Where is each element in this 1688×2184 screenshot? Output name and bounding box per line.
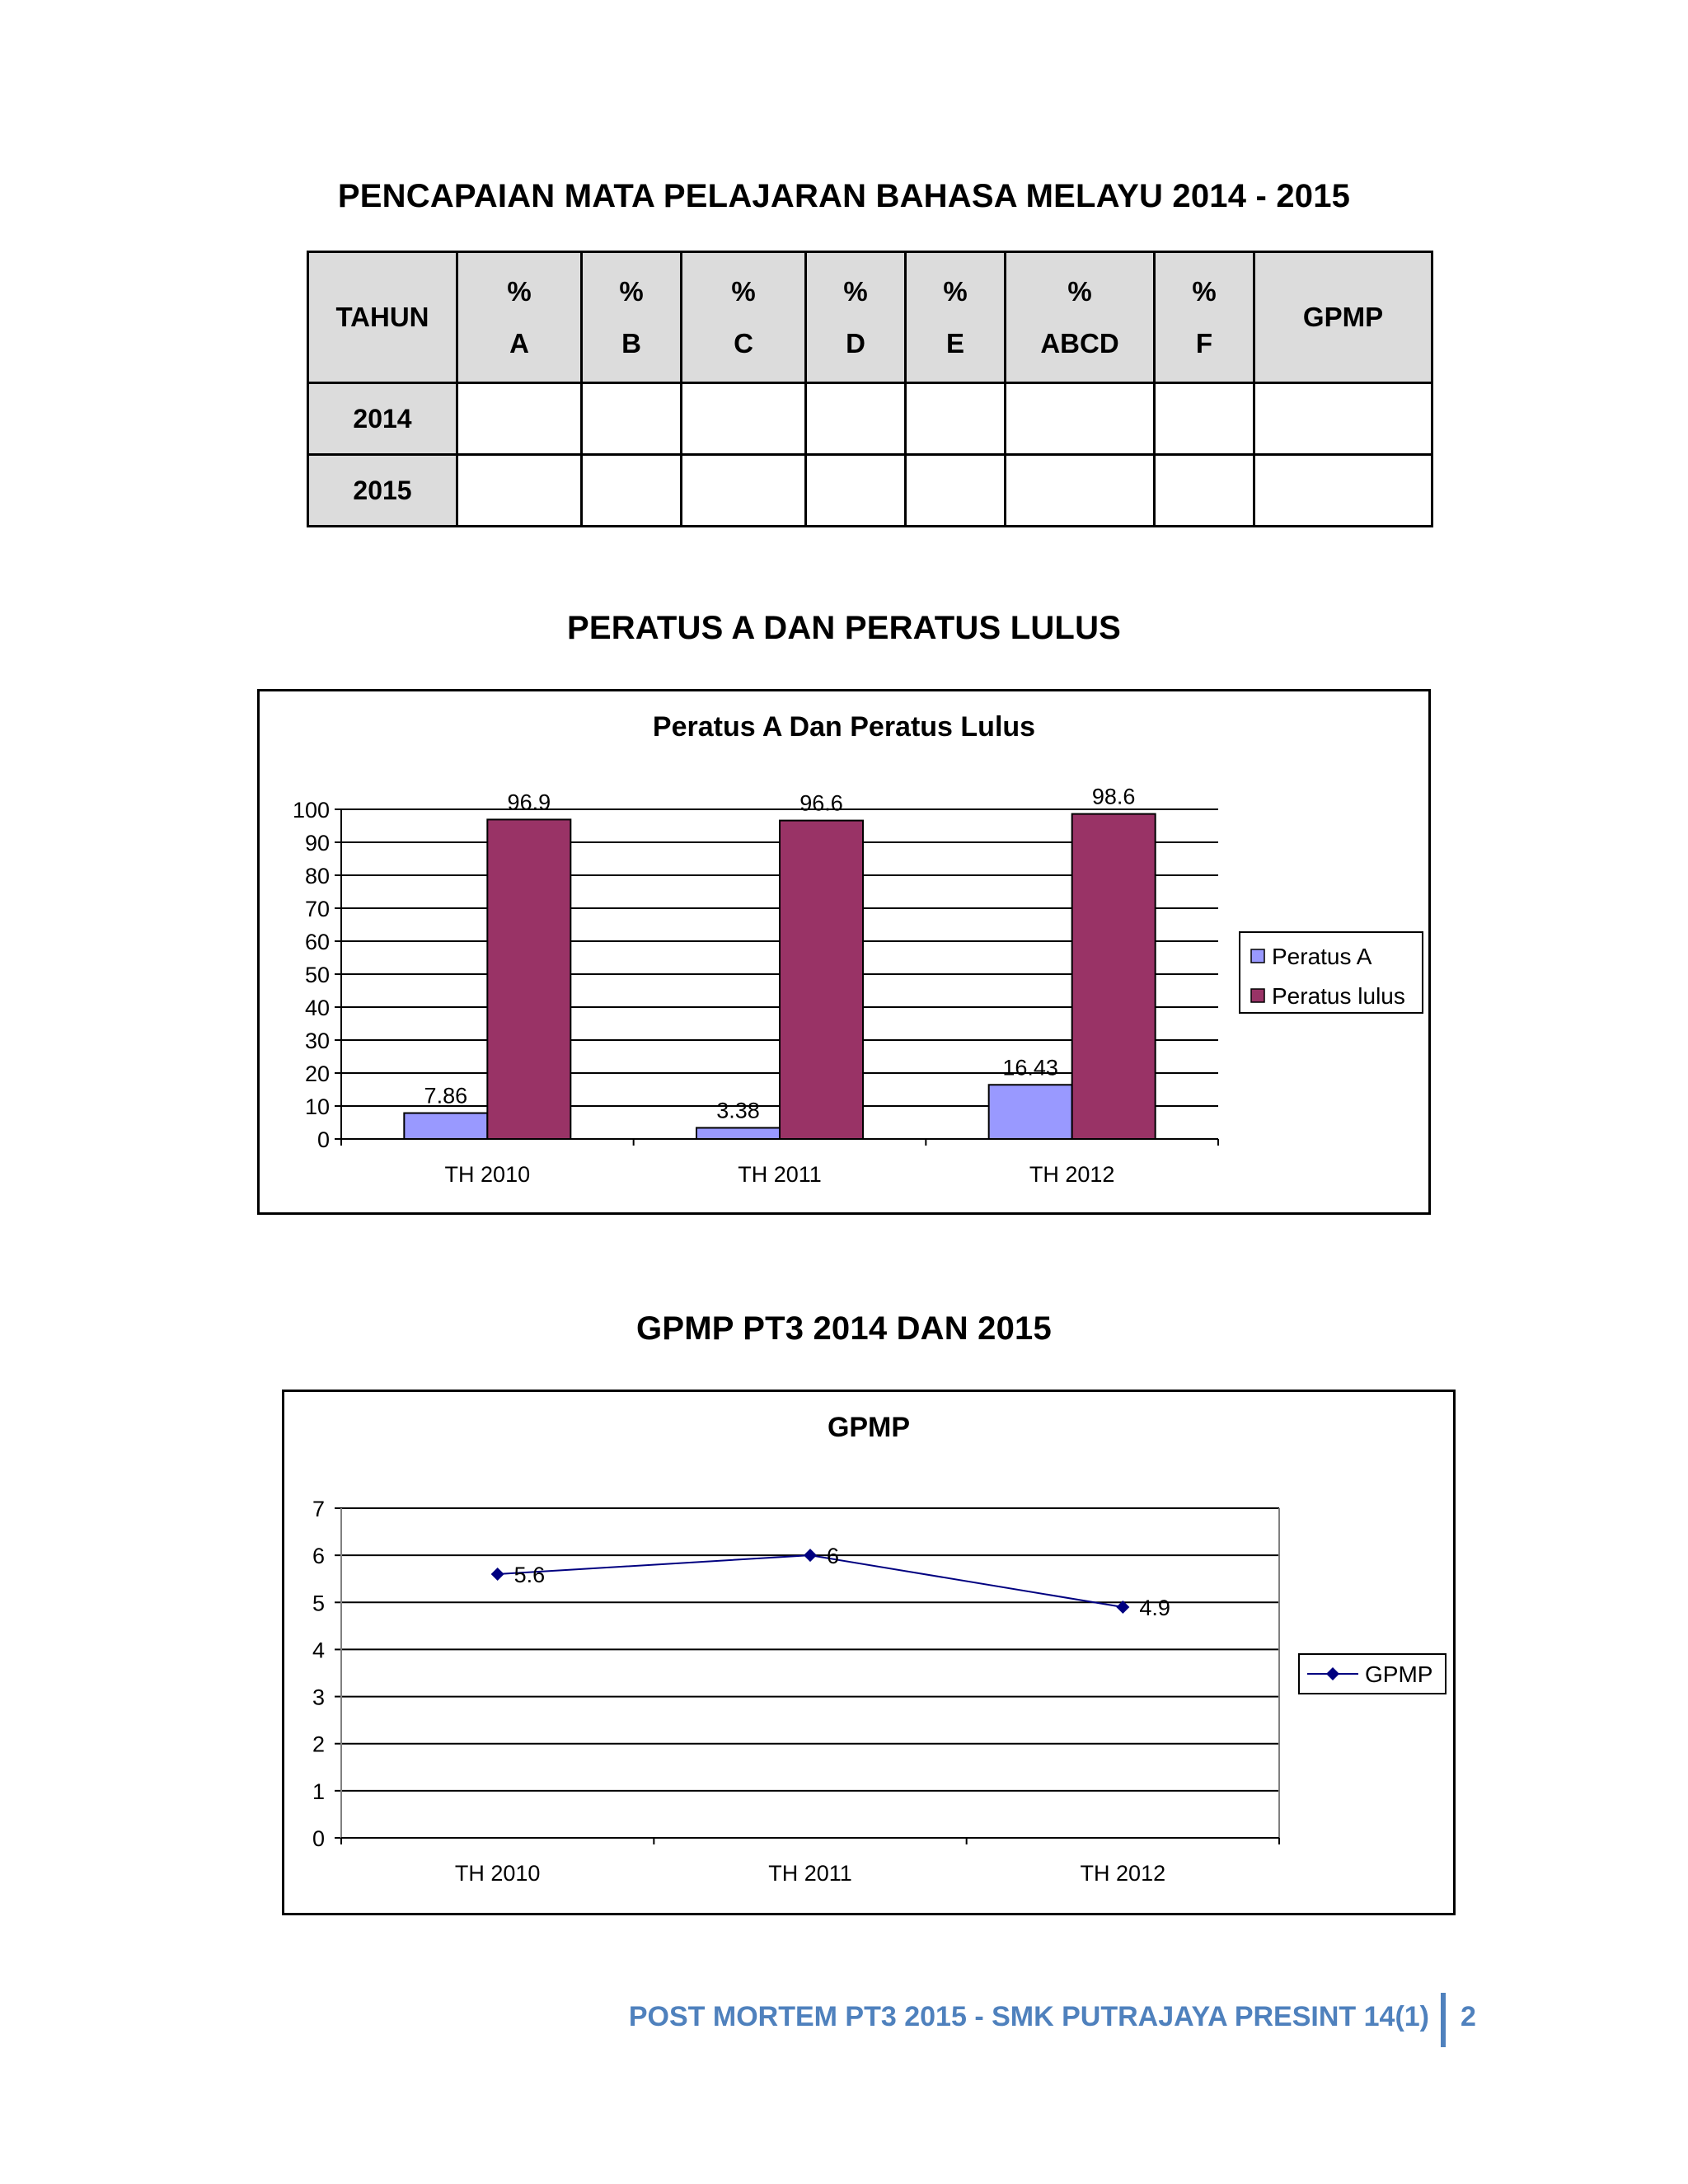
table-cell — [906, 455, 1006, 527]
table-cell — [582, 383, 682, 455]
header-pct-f — [1155, 252, 1254, 383]
data-label: 5.6 — [513, 1563, 546, 1587]
bar — [780, 821, 863, 1139]
header-pct-c — [682, 252, 806, 383]
header-letter: C — [734, 328, 753, 359]
bar-chart-frame — [257, 689, 1431, 1215]
y-tick-label: 80 — [304, 864, 330, 888]
y-tick-label: 5 — [312, 1591, 325, 1616]
y-tick-label: 0 — [312, 1826, 325, 1851]
chart1-heading: PERATUS A DAN PERATUS LULUS — [566, 610, 1122, 646]
footer-text: POST MORTEM PT3 2015 - SMK PUTRAJAYA PRESINT 14(1) — [628, 2001, 1429, 2032]
header-pct-symbol: % — [943, 276, 968, 307]
table-cell — [1254, 455, 1432, 527]
header-pct-a — [457, 252, 582, 383]
table-cell — [682, 383, 806, 455]
table-cell — [1155, 455, 1254, 527]
header-letter: A — [509, 328, 529, 359]
header-pct-e — [906, 252, 1006, 383]
table-cell — [806, 455, 906, 527]
table-title: PENCAPAIAN MATA PELAJARAN BAHASA MELAYU 2014 - 2015 — [337, 178, 1351, 214]
x-tick-label: TH 2010 — [444, 1162, 531, 1187]
y-tick-label: 60 — [304, 930, 330, 954]
header-pct-symbol: % — [1192, 276, 1217, 307]
y-tick-label: 50 — [304, 963, 330, 987]
bar — [404, 1113, 487, 1139]
x-tick-label: TH 2012 — [1080, 1861, 1166, 1886]
data-label: 98.6 — [1091, 784, 1136, 809]
header-pct-d — [806, 252, 906, 383]
bar — [1072, 814, 1156, 1139]
x-tick-label: TH 2012 — [1029, 1162, 1115, 1187]
y-tick-label: 0 — [316, 1127, 330, 1152]
table-cell — [457, 383, 582, 455]
data-point — [804, 1549, 817, 1562]
header-letter: D — [846, 328, 865, 359]
y-tick-label: 1 — [312, 1779, 325, 1804]
table-row — [308, 455, 1432, 527]
x-tick-label: TH 2011 — [768, 1861, 852, 1886]
table-cell — [1254, 383, 1432, 455]
series-line — [498, 1555, 1123, 1607]
table-cell — [1155, 383, 1254, 455]
legend-swatch — [1251, 989, 1264, 1002]
y-tick-label: 90 — [304, 831, 330, 855]
data-label: 7.86 — [424, 1083, 468, 1108]
page-number: 2 — [1461, 2001, 1476, 2032]
data-label: 3.38 — [716, 1098, 760, 1123]
table-cell — [906, 383, 1006, 455]
row-year: 2015 — [308, 455, 457, 527]
data-label: 4.9 — [1139, 1596, 1170, 1620]
bar — [696, 1127, 780, 1139]
header-pct-symbol: % — [1067, 276, 1092, 307]
table-cell — [1006, 455, 1155, 527]
legend-label: Peratus A — [1272, 944, 1372, 969]
header-pct-symbol: % — [507, 276, 532, 307]
y-tick-label: 40 — [304, 996, 330, 1020]
y-tick-label: 20 — [304, 1062, 330, 1086]
y-tick-label: 6 — [312, 1544, 325, 1569]
row-year: 2014 — [308, 383, 457, 455]
table-row — [308, 383, 1432, 455]
data-label: 16.43 — [1002, 1055, 1058, 1080]
table-cell — [1006, 383, 1155, 455]
chart-title: GPMP — [827, 1412, 911, 1443]
x-tick-label: TH 2010 — [454, 1861, 541, 1886]
y-tick-label: 70 — [304, 897, 330, 921]
legend-label: Peratus lulus — [1272, 983, 1405, 1009]
y-tick-label: 30 — [304, 1029, 330, 1053]
header-letter: F — [1195, 328, 1213, 359]
data-label: 6 — [827, 1544, 840, 1569]
y-tick-label: 10 — [304, 1094, 330, 1119]
table-cell — [682, 455, 806, 527]
y-tick-label: 4 — [312, 1638, 325, 1663]
chart-title: Peratus A Dan Peratus Lulus — [652, 711, 1036, 743]
table-cell — [457, 455, 582, 527]
line-chart-frame — [282, 1390, 1456, 1915]
line-chart — [284, 1392, 1453, 1913]
header-pct-symbol: % — [619, 276, 644, 307]
data-label: 96.6 — [799, 790, 843, 816]
header-pct-abcd — [1006, 252, 1155, 383]
legend-label: GPMP — [1365, 1661, 1433, 1687]
header-tahun: TAHUN — [308, 252, 457, 383]
y-tick-label: 3 — [312, 1685, 325, 1710]
header-letter: E — [945, 328, 964, 359]
x-tick-label: TH 2011 — [738, 1162, 822, 1187]
table-header-row — [308, 252, 1432, 383]
table-cell — [806, 383, 906, 455]
header-pct-b — [582, 252, 682, 383]
grade-table — [307, 251, 1433, 527]
data-label: 96.9 — [507, 790, 551, 815]
data-point — [491, 1568, 504, 1581]
header-pct-symbol: % — [731, 276, 756, 307]
y-tick-label: 2 — [312, 1732, 325, 1757]
chart2-heading: GPMP PT3 2014 DAN 2015 — [636, 1310, 1052, 1347]
bar — [989, 1085, 1072, 1139]
legend-swatch — [1251, 949, 1264, 963]
y-tick-label: 7 — [312, 1497, 325, 1521]
header-pct-symbol: % — [843, 276, 868, 307]
table-cell — [582, 455, 682, 527]
y-tick-label: 100 — [292, 798, 330, 823]
bar-chart — [260, 691, 1428, 1212]
header-letter: ABCD — [1040, 328, 1119, 359]
header-gpmp: GPMP — [1254, 252, 1432, 383]
footer-divider — [1441, 1993, 1446, 2047]
bar — [487, 819, 570, 1139]
header-letter: B — [621, 328, 641, 359]
